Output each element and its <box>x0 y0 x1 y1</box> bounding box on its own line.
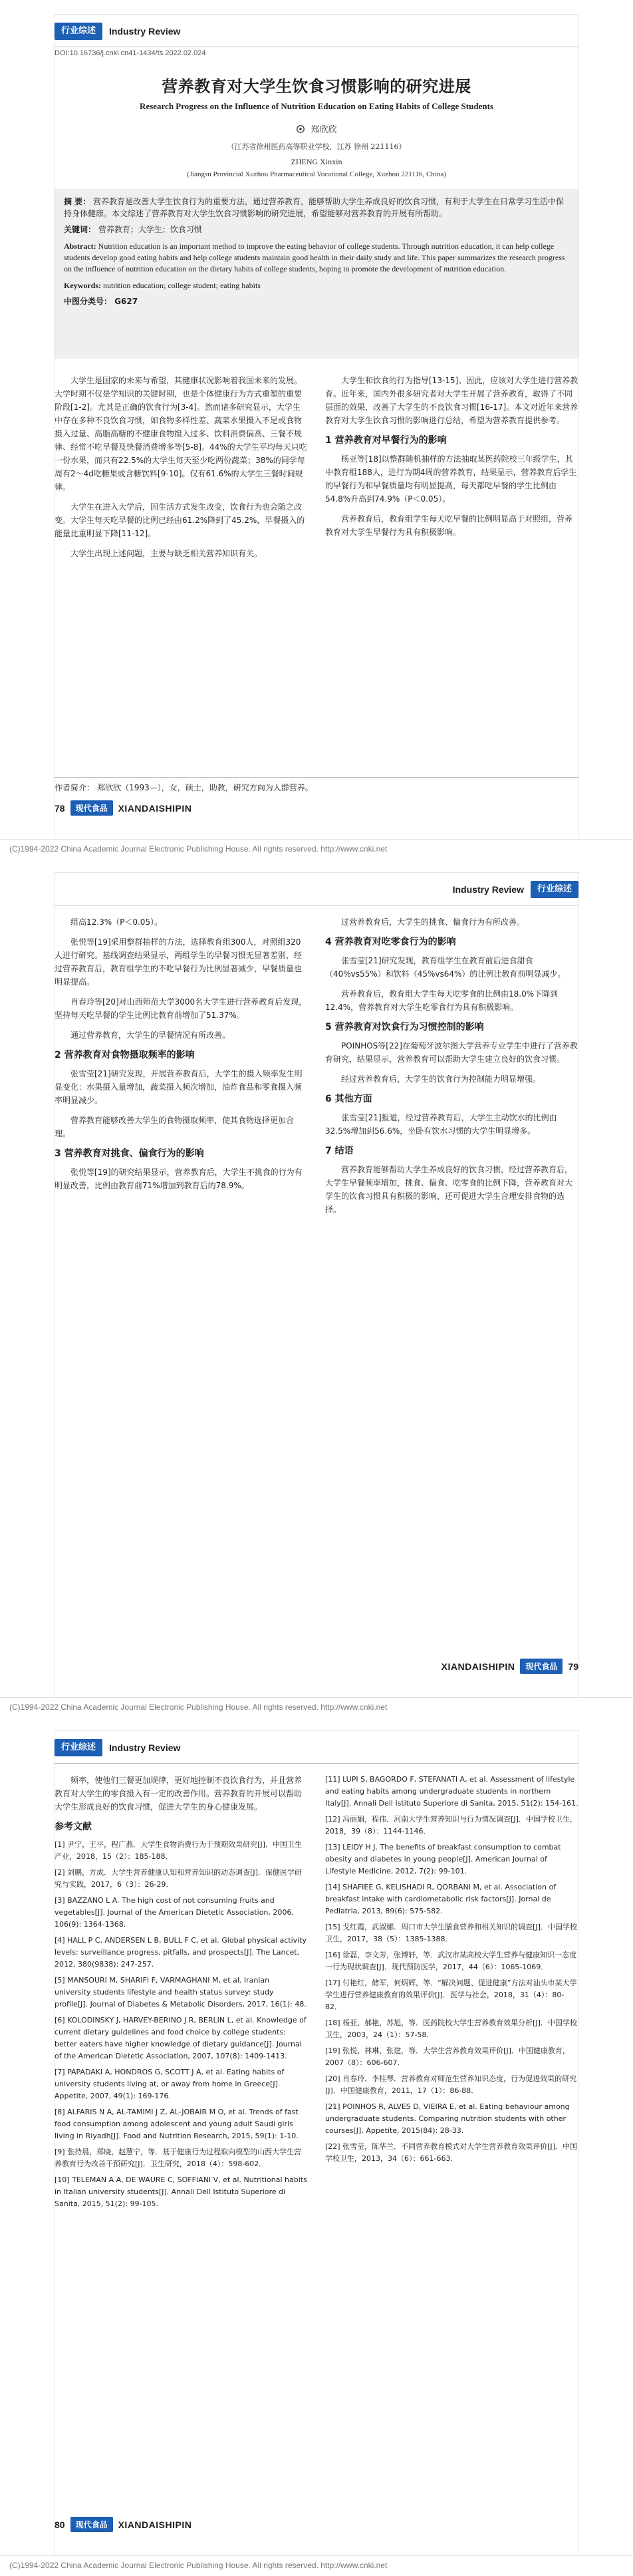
keywords-text-cn: 营养教育；大学生；饮食习惯 <box>98 225 202 234</box>
page-header <box>55 23 578 40</box>
reference-item: [12] 冯丽娟，程伟．河南大学生营养知识与行为情况调查[J]．中国学校卫生，2018，39（8）：1144-1146． <box>325 1815 577 1836</box>
page-78 <box>0 0 633 858</box>
body-text <box>55 915 578 1631</box>
author-cn: 郑欣欣 <box>311 125 337 135</box>
section-heading: 5 营养教育对饮食行为习惯控制的影响 <box>325 1022 484 1033</box>
body-text <box>55 1774 578 2490</box>
paragraph: 张雪莹[21]研究发现，教育组学生在教育前后进食甜食（40%vs55%）和饮料（45%vs64%）的比例比教育前明显减少。 <box>325 956 566 979</box>
section-heading: 3 营养教育对挑食、偏食行为的影响 <box>55 1148 204 1159</box>
reference-item: [19] 张悦，林琳，张建，等．大学生营养教育效果评价[J]．中国健康教育，2007（8）：606-607． <box>325 2046 570 2067</box>
references-heading: 参考文献 <box>55 1822 92 1832</box>
reference-item: [18] 杨亚，郝艳，苏旭，等．医药院校大学生营养教育效果分析[J]．中国学校卫生，2003，24（1）：57-58． <box>325 2018 577 2039</box>
paragraph: 营养教育后，教育组学生每天吃早餐的比例明显高于对照组，营养教育对大学生早餐行为具有积极影响。 <box>325 514 573 537</box>
page-number: 80 <box>55 2519 65 2530</box>
section-title: Industry Review <box>452 884 524 895</box>
body-right-column <box>325 374 578 766</box>
affiliation-cn: （江苏省徐州医药高等职业学校，江苏 徐州 221116） <box>227 142 406 151</box>
reference-list <box>325 1774 578 2165</box>
reference-item: [7] PAPADAKI A, HONDROS G, SCOTT J A, et al. Eating habits of university students living at, or away from home in Greece[J]. Appetite, 2007, 49(1): 169-176. <box>55 2068 285 2100</box>
page-footer-left <box>55 800 191 816</box>
paragraph: 张雪莹[21]研究发现，开展营养教育后，大学生的摄入频率发生明显变化：水果摄入量增加，蔬菜摄入频次增加，油炸食品和零食摄入频率明显减少。 <box>55 1069 303 1105</box>
page-footer-left <box>55 2517 191 2532</box>
paragraph: 大学生和饮食的行为指导[13-15]。因此，应该对大学生进行营养教育。近年来，国内外很多研究者对大学生开展了营养教育，取得了不同层面的效果，改善了大学生的不良饮食习惯[16-17]。本文对近年来营养教育对大学生饮食习惯的影响进行总结，希望为营养教育提供参考。 <box>325 376 578 425</box>
paragraph: 张悦等[19]的研究结果显示，营养教育后，大学生不挑食的行为有明显改善，比例由教育前71%增加到教育后的78.9%。 <box>55 1168 303 1190</box>
paragraph: 营养教育能够帮助大学生养成良好的饮食习惯，经过营养教育后，大学生早餐频率增加，挑食、偏食、吃零食的比例下降，营养教育对大学生的饮食习惯具有积极的影响，还可促进大学生合理安排食物的选择。 <box>325 1165 573 1214</box>
brand-text: XIANDAISHIPIN <box>441 1661 515 1672</box>
reference-item: [9] 张持晨，郑晓，赵慧宁，等．基于健康行为过程取向模型的山西大学生营养教育行为改善干预研究[J]．卫生研究，2018（4）：598-602． <box>55 2148 302 2168</box>
reference-item: [14] SHAFIEE G, KELISHADI R, QORBANI M, et al. Association of breakfast intake with cardiometabolic risk factors[J]. Jornal de Pediatria, 2013, 89(6): 575-582. <box>325 1883 557 1915</box>
reference-item: [3] BAZZANO L A. The high cost of not consuming fruits and vegetables[J]. Journal of the American Dietetic Association, 2006, 106(9): 1364-1368. <box>55 1896 294 1929</box>
reference-item: [22] 张雪莹，陈华兰．不同营养教育模式对大学生营养教育效果评价[J]．中国学校卫生，2013，34（6）：661-663． <box>325 2142 577 2163</box>
body-left-column <box>55 915 308 1631</box>
paragraph: 频率，使他们三餐更加规律，更好地控制不良饮食行为，并且营养教育对大学生的零食摄入有一定的改善作用。营养教育的开展可以帮助大学生形成良好的饮食习惯，促进大学生的身心健康发展。 <box>55 1776 303 1812</box>
section-pill: 行业综述 <box>55 23 102 40</box>
section-heading: 7 结语 <box>325 1146 354 1156</box>
paragraph: 大学生出现上述问题，主要与缺乏相关营养知识有关。 <box>70 549 263 558</box>
paragraph: 杨亚等[18]以整群随机抽样的方法抽取某医药院校三年级学生，其中教育组188人，进行为期4周的营养教育，结果显示，营养教育后学生的早餐行为和早餐质量均有明显提高，每天都吃早餐的学生比例由54.8%升高到74.9%（P＜0.05）。 <box>325 454 577 504</box>
copyright-footer: (C)1994-2022 China Academic Journal Electronic Publishing House. All rights reserved. http://www.cnki.net <box>0 2555 633 2575</box>
article-title-cn: 营养教育对大学生饮食习惯影响的研究进展 <box>162 77 471 96</box>
author-note-text: 郑欣欣（1993—），女，硕士，助教，研究方向为人群营养。 <box>97 783 313 792</box>
page-sheet <box>55 1731 578 2563</box>
page-80 <box>0 1716 633 2575</box>
body-right-column <box>325 915 578 1631</box>
keywords-label-en: Keywords: <box>64 281 101 290</box>
paragraph: 张悦等[19]采用整群抽样的方法，选择教育组300人，对照组320人进行研究。基线调查结果显示，两组学生的早餐习惯无显著差别，经过营养教育后，教育组学生的不吃早餐行为比例显著减少，早餐质量也明显提高。 <box>55 937 303 987</box>
section-pill: 行业综述 <box>55 1739 102 1756</box>
reference-item: [5] MANSOURI M, SHARIFI F, VARMAGHANI M, et al. Iranian university students lifestyle and health status survey: study profile[J]. Journal of Diabetes & Metabolic Disorders, 2017, 16(1): 48. <box>55 1976 307 2009</box>
reference-item: [2] 刘鹏，方成．大学生营养健康认知和营养知识的动态调查[J]．保健医学研究与实践，2017，6（3）：26-29． <box>55 1868 302 1889</box>
keywords-en <box>64 280 569 291</box>
abstract-label-cn: 摘 要： <box>64 197 91 206</box>
copyright-footer: (C)1994-2022 China Academic Journal Electronic Publishing House. All rights reserved. http://www.cnki.net <box>0 839 633 858</box>
page-sheet <box>55 873 578 1704</box>
brand-pill: 现代食品 <box>520 1659 563 1674</box>
page-number: 78 <box>55 802 65 814</box>
brand-text: XIANDAISHIPIN <box>118 802 192 814</box>
reference-item: [20] 肖春玲．李桂琴．营养教育对师范生营养知识态度，行为促进效果的研究[J]．中国健康教育，2011，17（1）：86-88． <box>325 2074 577 2095</box>
clc-line <box>64 295 569 307</box>
article-title-en: Research Progress on the Influence of Nutrition Education on Eating Habits of College Students <box>140 101 493 111</box>
brand-pill: 现代食品 <box>70 2517 113 2532</box>
section-pill: 行业综述 <box>531 881 578 898</box>
section-heading: 4 营养教育对吃零食行为的影响 <box>325 937 456 947</box>
reference-item: [1] 尹宁，王平，程广燕．大学生食物消费行为于预期效果研究[J]．中国卫生产业，2018，15（2）：185-188． <box>55 1840 302 1861</box>
author-line <box>55 122 578 135</box>
paragraph: 组高12.3%（P＜0.05）。 <box>70 917 163 927</box>
reference-item: [15] 戈红霞，武淑娜．周口市大学生膳食营养和相关知识的调查[J]．中国学校卫生，2017，38（5）：1385-1388． <box>325 1923 577 1943</box>
author-mark-icon <box>296 124 305 134</box>
paragraph: 营养教育后，教育组大学生每天吃零食的比例由18.0%下降到12.4%，营养教育对大学生吃零食行为具有积极影响。 <box>325 989 559 1012</box>
page-header <box>453 881 578 898</box>
page-79 <box>0 858 633 1716</box>
page-footer-right <box>442 1659 578 1674</box>
abstract-cn <box>64 196 569 220</box>
paragraph: 肖春玲等[20]对山西师范大学3000名大学生进行营养教育后发现，坚持每天吃早餐的学生比例比教育前增加了51.37%。 <box>55 997 307 1020</box>
clc-value: G627 <box>114 297 138 306</box>
body-left-column <box>55 1774 308 2490</box>
reference-item: [10] TELEMAN A A, DE WAURE C, SOFFIANI V, et al. Nutritional habits in Italian university students[J]. Annali Dell Istituto Superiore di Sanita, 2015, 51(2): 99-105. <box>55 2175 307 2208</box>
copyright-footer: (C)1994-2022 China Academic Journal Electronic Publishing House. All rights reserved. http://www.cnki.net <box>0 1697 633 1716</box>
reference-item: [13] LEIDY H J. The benefits of breakfast consumption to combat obesity and diabetes in young people[J]. American Journal of Lifestyle Medicine, 2012, 7(2): 99-101. <box>325 1843 561 1875</box>
doi-text: DOI:10.16736/j.cnki.cn41-1434/ts.2022.02.024 <box>55 49 206 57</box>
paragraph: 大学生在进入大学后，因生活方式发生改变，饮食行为也会随之改变。大学生每天吃早餐的比例已经由61.2%降到了45.2%，早餐摄入的能量比重明显下降[11-12]。 <box>55 502 305 538</box>
reference-item: [16] 徐磊，李文芳，张博轩，等．武汉市某高校大学生营养与健康知识一态度一行为现状调查[J]．现代预防医学，2017，44（6）：1065-1069． <box>325 1951 577 1971</box>
section-heading: 2 营养教育对食物摄取频率的影响 <box>55 1050 195 1060</box>
paragraph: POINHOS等[22]在葡萄牙波尔图大学营养专业学生中进行了营养教育研究，结果显示，营养教育可以帮助大学生建立良好的饮食习惯。 <box>325 1041 578 1064</box>
author-note-label: 作者简介： <box>55 783 95 792</box>
header-rule <box>55 1763 578 1764</box>
reference-item: [8] ALFARIS N A, AL-TAMIMI J Z, AL-JOBAIR M O, et al. Trends of fast food consumption among adolescent and young adult Saudi girls living in Riyadh[J]. Food and Nutrition Research, 2015, 59(1): 1-10. <box>55 2108 299 2140</box>
abstract-en <box>64 241 569 275</box>
paragraph: 过营养教育后，大学生的挑食、偏食行为有所改善。 <box>341 917 525 927</box>
reference-list <box>55 1839 308 2210</box>
reference-item: [21] POINHOS R, ALVES D, VIEIRA E, et al. Eating behaviour among undergraduate students. Comparing nutrition students with other courses[J]. Appetite, 2015(84): 28-33. <box>325 2102 570 2135</box>
keywords-text-en: nutrition education; college student; eating habits <box>103 281 261 290</box>
brand-pill: 现代食品 <box>70 800 113 816</box>
keywords-label-cn: 关键词： <box>64 225 96 234</box>
page-number: 79 <box>568 1661 578 1672</box>
reference-item: [17] 付艳红，储军，何炳辉，等．“解决问题、促进健康”方法对汕头市某大学学生进行营养健康教育的效果评价[J]．医学与社会，2018，31（4）：80-82． <box>325 1979 577 2011</box>
page-sheet <box>55 15 578 846</box>
affiliation-en: (Jiangsu Provincial Xuzhou Pharmaceutical Vocational College, Xuzhou 221116, China) <box>187 170 446 178</box>
body-text <box>55 374 578 766</box>
author-note <box>55 777 578 793</box>
paragraph: 通过营养教育，大学生的早餐情况有所改善。 <box>70 1031 231 1040</box>
author-en: ZHENG Xinxin <box>291 157 342 166</box>
section-title: Industry Review <box>109 1742 181 1753</box>
paragraph: 经过营养教育后，大学生的饮食行为控制能力明显增强。 <box>341 1074 541 1084</box>
section-title: Industry Review <box>109 26 181 37</box>
reference-item: [11] LUPI S, BAGORDO F, STEFANATI A, et al. Assessment of lifestyle and eating habits among undergraduate students in northern Italy[J]. Annali Dell Istituto Superiore di Sanita, 2015, 51(2): 154-161. <box>325 1775 578 1808</box>
page-header <box>55 1739 578 1756</box>
paragraph: 张雪莹[21]报道，经过营养教育后，大学生主动饮水的比例由32.5%增加到56.6%，坐卧有饮水习惯的大学生明显增多。 <box>325 1113 557 1136</box>
paragraph: 大学生是国家的未来与希望，其健康状况影响着我国未来的发展。大学时期不仅是学知识的关键时期，也是个体健康行为方式重塑的重要阶段[1-2]。尤其是正确的饮食行为[3-4]。然而诸多研究显示，大学生中存在多种不良饮食习惯，如食物多样性差、蔬菜水果摄入不足或食物摄入过量、高脂高糖的不健康食物摄入过多、饮料消费偏高、三餐不规律、经常不吃早餐及快餐消费增多等[5-8]。44%的大学生平均每天只吃一份水果，而只有22.5%的大学生每天至少吃两份蔬菜；38%的同学每周有2～4d吃糖果或含糖饮料[9-10]。仅有61.6%的大学生三餐时间规律。 <box>55 376 307 492</box>
paragraph: 营养教育能够改善大学生的食物摄取频率，使其食物选择更加合理。 <box>55 1116 295 1138</box>
body-right-column <box>325 1774 578 2490</box>
section-heading: 6 其他方面 <box>325 1094 372 1104</box>
abstract-text-cn: 营养教育是改善大学生饮食行为的重要方法，通过营养教育，能够帮助大学生养成良好的饮食习惯，有利于大学生在日常学习生活中保持身体健康。本文综述了营养教育对大学生饮食习惯影响的研究进展，希望能够对营养教育的开展有所帮助。 <box>64 197 565 218</box>
abstract-label-en: Abstract: <box>64 242 96 251</box>
section-heading: 1 营养教育对早餐行为的影响 <box>325 435 447 446</box>
keywords-cn <box>64 224 569 236</box>
brand-text: XIANDAISHIPIN <box>118 2519 192 2530</box>
reference-item: [4] HALL P C, ANDERSEN L B, BULL F C, et al. Global physical activity levels: surveillance progress, pitfalls, and prospects[J]. The Lancet, 2012, 380(9838): 247-257. <box>55 1936 307 1969</box>
clc-label: 中图分类号： <box>64 297 112 306</box>
abstract-box <box>55 189 578 359</box>
body-left-column <box>55 374 308 766</box>
reference-item: [6] KOLODINSKY J, HARVEY-BERINO J R, BERLIN L, et al. Knowledge of current dietary guidelines and food choice by college students: better eaters have higher knowledge of dietary guidance[J]. Journal of the American Dietetic Association, 2007, 107(8): 1409-1413. <box>55 2016 307 2060</box>
abstract-text-en: Nutrition education is an important method to improve the eating behavior of college students. Through nutrition education, it can help college students develop good eating habits and help college students maintain good health in their daily study and life. This paper summarizes the research progress on the influence of nutrition education on the dietary habits of college students, hoping to promote the development of nutrition education. <box>64 242 565 273</box>
